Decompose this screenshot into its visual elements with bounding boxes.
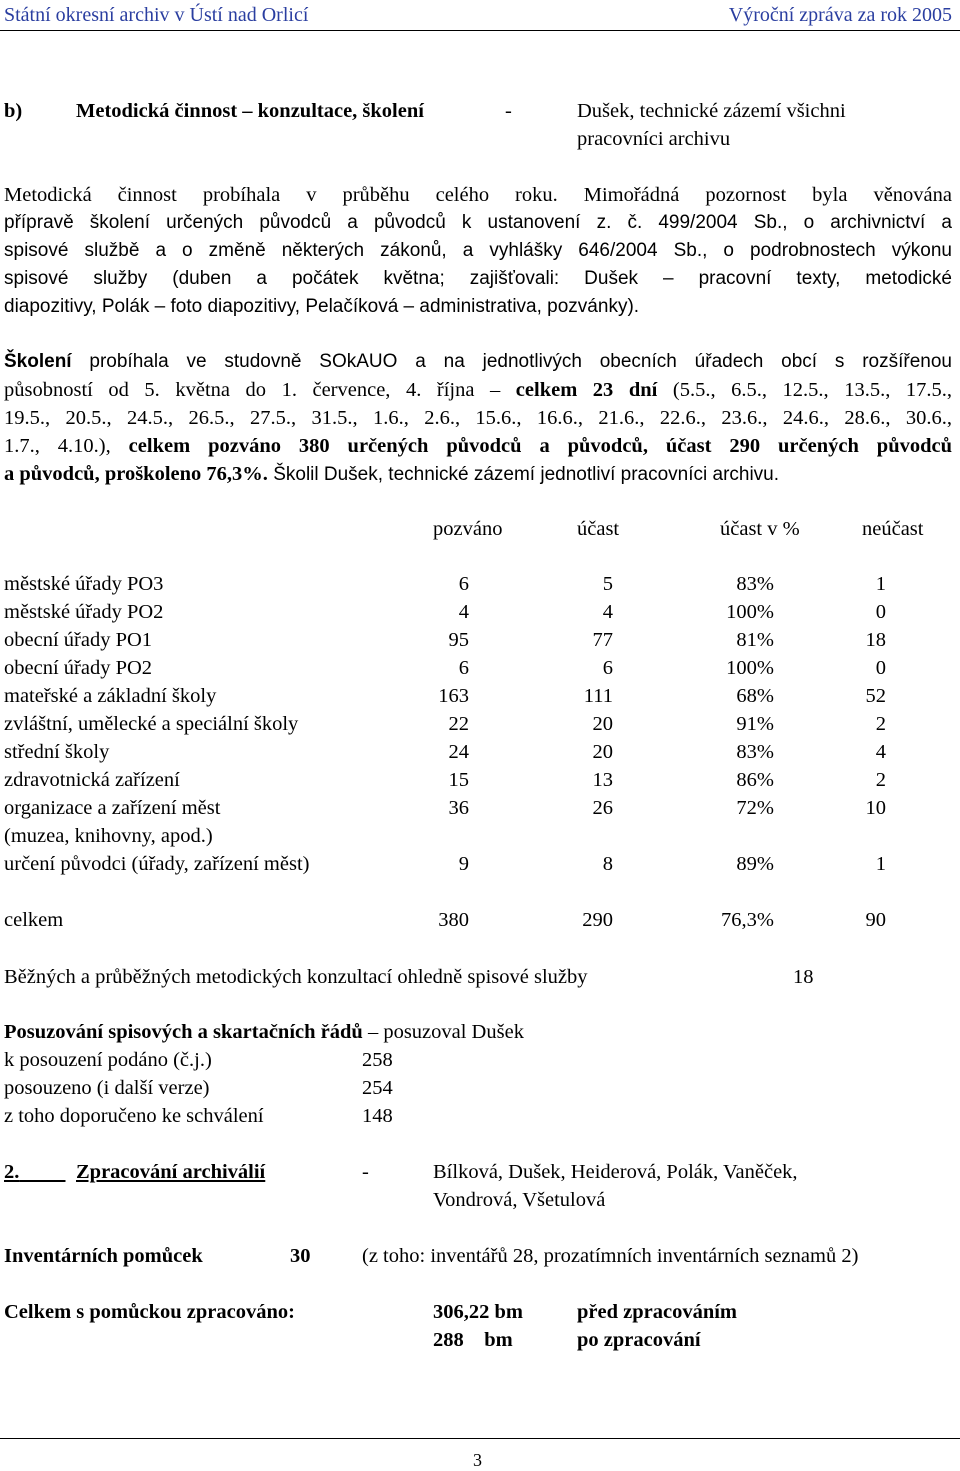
row-label: obecní úřady PO2 <box>4 657 153 679</box>
row-label: (muzea, knihovny, apod.) <box>4 825 213 847</box>
cell-invited: 9 <box>458 853 469 875</box>
cell-attendance-pct: 68% <box>736 685 774 707</box>
cell-absence: 52 <box>865 685 886 707</box>
para2-line-2: působností od 5. května do 1. července, 4. října – celkem 23 dní (5.5., 6.5., 12.5., 13.5., 17.5., <box>4 379 953 401</box>
row-label: městské úřady PO3 <box>4 573 164 595</box>
col-header-attendance: účast <box>577 518 620 540</box>
cell-invited: 24 <box>448 741 469 763</box>
processed-total-label: Celkem s pomůckou zpracováno: <box>4 1301 295 1323</box>
finding-aids-value: 30 <box>290 1245 311 1267</box>
total-attendance: 290 <box>582 909 613 931</box>
para1-line-4: spisové služby (duben a počátek května; zajišťovali: Dušek – pracovní texty, metodické <box>4 268 952 289</box>
cell-invited: 163 <box>438 685 469 707</box>
cell-invited: 95 <box>448 629 469 651</box>
section-b-staff-1: Dušek, technické zázemí všichni <box>577 100 846 122</box>
section-b-staff-2: pracovníci archivu <box>577 128 731 150</box>
cell-absence: 2 <box>875 713 886 735</box>
review-recommended-label: z toho doporučeno ke schválení <box>4 1105 264 1127</box>
table-total-row <box>0 909 960 937</box>
cell-absence: 1 <box>875 573 886 595</box>
cell-attendance-pct: 83% <box>736 573 774 595</box>
section-2-staff-1: Bílková, Dušek, Heiderová, Polák, Vaněček, <box>433 1161 798 1183</box>
para1-line-5: diapozitivy, Polák – foto diapozitivy, Pelačíková – administrativa, pozvánky). <box>4 296 640 317</box>
col-header-attendance-pct: účast v % <box>720 518 800 540</box>
cell-invited: 36 <box>448 797 469 819</box>
cell-absence: 10 <box>865 797 886 819</box>
processed-after-value: 288 bm <box>433 1329 513 1351</box>
cell-absence: 0 <box>875 601 886 623</box>
cell-attendance: 8 <box>602 853 613 875</box>
total-attendance-pct: 76,3% <box>721 909 774 931</box>
processed-after-note: po zpracování <box>577 1329 701 1351</box>
cell-attendance-pct: 100% <box>726 601 774 623</box>
para2-line-1: Školení probíhala ve studovně SOkAUO a na jednotlivých obecních úřadech obcí s rozšířenou <box>4 351 952 372</box>
section-b-dash: - <box>505 100 512 122</box>
cell-attendance: 20 <box>592 741 613 763</box>
table-row <box>0 713 960 741</box>
cell-attendance: 111 <box>583 685 613 707</box>
row-label: zvláštní, umělecké a speciální školy <box>4 713 299 735</box>
table-row <box>0 685 960 713</box>
para2-line-3: 19.5., 20.5., 24.5., 26.5., 27.5., 31.5., 1.6., 2.6., 15.6., 16.6., 21.6., 22.6., 23.6., 24.6., 28.6., 30.6., <box>4 407 952 429</box>
header-report-title: Výroční zpráva za rok 2005 <box>728 4 952 26</box>
cell-invited: 4 <box>458 601 469 623</box>
cell-attendance-pct: 81% <box>736 629 774 651</box>
row-label: mateřské a základní školy <box>4 685 217 707</box>
consultations-value: 18 <box>793 966 814 988</box>
page-header <box>0 2 960 31</box>
finding-aids-label: Inventárních pomůcek <box>4 1245 203 1267</box>
total-label: celkem <box>4 909 64 931</box>
section-b-title: Metodická činnost – konzultace, školení <box>76 100 424 122</box>
total-invited: 380 <box>438 909 469 931</box>
cell-absence: 4 <box>875 741 886 763</box>
cell-attendance: 77 <box>592 629 613 651</box>
paragraph-methodology <box>4 181 952 321</box>
cell-invited: 22 <box>448 713 469 735</box>
cell-invited: 15 <box>448 769 469 791</box>
paragraph-training <box>4 348 952 488</box>
table-header-row <box>0 518 960 546</box>
row-label: městské úřady PO2 <box>4 601 164 623</box>
review-assessed-value: 254 <box>362 1077 393 1099</box>
cell-attendance-pct: 83% <box>736 741 774 763</box>
cell-attendance-pct: 100% <box>726 657 774 679</box>
records-review-title: Posuzování spisových a skartačních řádů – posuzoval Dušek <box>4 1021 524 1043</box>
total-absence: 90 <box>865 909 886 931</box>
footer-divider <box>0 1438 960 1439</box>
cell-attendance-pct: 72% <box>736 797 774 819</box>
row-label: střední školy <box>4 741 110 763</box>
cell-absence: 0 <box>875 657 886 679</box>
cell-absence: 2 <box>875 769 886 791</box>
processed-before-note: před zpracováním <box>577 1301 737 1323</box>
para2-line-5: a původců, proškoleno 76,3%. Školil Dušek, technické zázemí jednotliví pracovníci archivu. <box>4 463 780 485</box>
review-assessed-label: posouzeno (i další verze) <box>4 1077 210 1099</box>
cell-absence: 18 <box>865 629 886 651</box>
section-2-number: 2. <box>4 1161 20 1183</box>
cell-attendance-pct: 86% <box>736 769 774 791</box>
cell-attendance: 6 <box>602 657 613 679</box>
row-label: obecní úřady PO1 <box>4 629 153 651</box>
para1-line-1: Metodická činnost probíhala v průběhu celého roku. Mimořádná pozornost byla věnována <box>4 184 952 206</box>
finding-aids-note: (z toho: inventářů 28, prozatímních inventárních seznamů 2) <box>362 1245 859 1267</box>
row-label: organizace a zařízení měst <box>4 797 221 819</box>
col-header-absence: neúčast <box>862 518 924 540</box>
para2-line-4: 1.7., 4.10.), celkem pozváno 380 určených původců a původců, účast 290 určených původců <box>4 435 952 457</box>
cell-attendance: 26 <box>592 797 613 819</box>
row-label: zdravotnická zařízení <box>4 769 180 791</box>
para1-line-2: přípravě školení určených původců a původců k ustanovení z. č. 499/2004 Sb., o archivnictví a <box>4 212 952 233</box>
para1-line-3: spisové službě a o změně některých zákonů, a vyhlášky 646/2004 Sb., o podrobnostech výkonu <box>4 240 952 261</box>
review-submitted-value: 258 <box>362 1049 393 1071</box>
consultations-label: Běžných a průběžných metodických konzultací ohledně spisové služby <box>4 966 588 988</box>
cell-invited: 6 <box>458 657 469 679</box>
table-row <box>0 657 960 685</box>
table-row <box>0 741 960 769</box>
section-2-dash: - <box>362 1161 369 1183</box>
review-submitted-label: k posouzení podáno (č.j.) <box>4 1049 212 1071</box>
cell-attendance: 13 <box>592 769 613 791</box>
col-header-invited: pozváno <box>433 518 503 540</box>
table-row <box>0 769 960 797</box>
cell-attendance: 20 <box>592 713 613 735</box>
section-2-staff-2: Vondrová, Všetulová <box>433 1189 606 1211</box>
table-row <box>0 601 960 629</box>
cell-attendance: 4 <box>602 601 613 623</box>
table-row <box>0 853 960 881</box>
cell-attendance: 5 <box>602 573 613 595</box>
page-number: 3 <box>473 1450 482 1470</box>
cell-absence: 1 <box>875 853 886 875</box>
review-recommended-value: 148 <box>362 1105 393 1127</box>
table-row <box>0 629 960 657</box>
section-b-label: b) <box>4 100 23 122</box>
cell-attendance-pct: 91% <box>736 713 774 735</box>
table-row <box>0 797 960 825</box>
row-label: určení původci (úřady, zařízení měst) <box>4 853 310 875</box>
section-2-title: Zpracování archiválií <box>76 1161 266 1183</box>
table-row <box>0 825 960 853</box>
cell-attendance-pct: 89% <box>736 853 774 875</box>
cell-invited: 6 <box>458 573 469 595</box>
header-archive-name: Státní okresní archiv v Ústí nad Orlicí <box>4 4 309 26</box>
processed-before-value: 306,22 bm <box>433 1301 523 1323</box>
table-row <box>0 573 960 601</box>
